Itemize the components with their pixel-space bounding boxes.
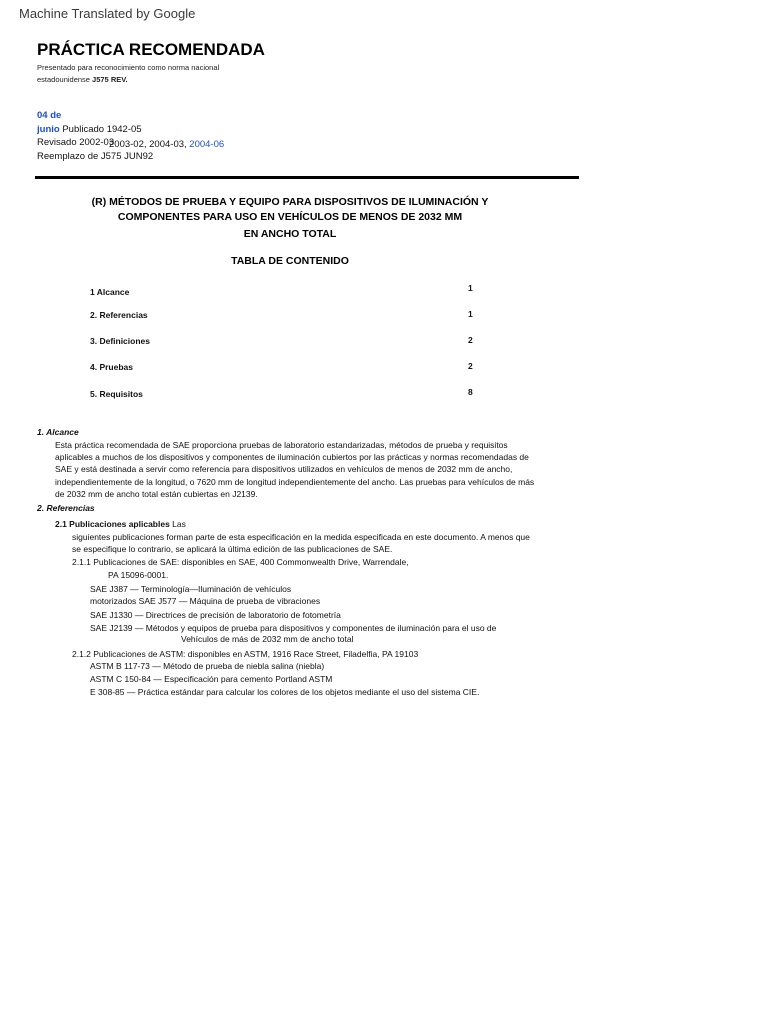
toc-item-page[interactable]: 1 — [468, 283, 473, 293]
published-date: Publicado 1942-05 — [59, 124, 142, 135]
reference-item: ASTM B 117-73 — Método de prueba de niebla salina (niebla) — [90, 661, 325, 671]
date-month: junio — [37, 124, 60, 135]
body-line: siguientes publicaciones forman parte de esta especificación en la medida especificada en este documento. A menos que — [72, 532, 530, 542]
revised-line: Revisado 2002-03 — [37, 137, 115, 148]
reference-item: ASTM C 150-84 — Especificación para cemento Portland ASTM — [90, 674, 333, 684]
toc-item-label[interactable]: 4. Pruebas — [90, 362, 133, 372]
presented-prefix: estadounidense — [37, 75, 93, 84]
subsection-2-1-body — [72, 531, 530, 555]
machine-translated-banner: Machine Translated by Google — [19, 6, 196, 21]
standard-code: J575 REV. — [92, 75, 128, 84]
toc-item-page[interactable]: 1 — [468, 309, 473, 319]
section-2-heading: 2. Referencias — [37, 503, 95, 513]
body-line: aplicables a muchos de los dispositivos y componentes de iluminación cubiertos por las prácticas y normas recomendadas de — [55, 452, 529, 463]
revised-more: 2003-02, 2004-03, — [109, 139, 190, 150]
main-title-line-2: COMPONENTES PARA USO EN VEHÍCULOS DE MENOS DE 2032 MM — [117, 211, 463, 223]
reference-item-continued: Vehículos de más de 2032 mm de ancho total — [181, 634, 354, 644]
revised-latest: 2004-06 — [189, 139, 225, 150]
sae-publications-line: 2.1.1 Publicaciones de SAE: disponibles en SAE, 400 Commonwealth Drive, Warrendale, — [72, 557, 409, 567]
toc-heading: TABLA DE CONTENIDO — [231, 255, 349, 267]
date-day: 04 de — [37, 110, 62, 121]
section-1-body — [55, 439, 534, 500]
presented-line-1: Presentado para reconocimiento como norma nacional — [37, 63, 220, 72]
astm-publications-line: 2.1.2 Publicaciones de ASTM: disponibles en ASTM, 1916 Race Street, Filadelfia, PA 19103 — [72, 649, 419, 659]
header-divider — [35, 176, 579, 179]
body-line: Esta práctica recomendada de SAE proporciona pruebas de laboratorio estandarizadas, métodos de prueba y requisitos — [55, 440, 508, 450]
toc-item-label[interactable]: 2. Referencias — [90, 310, 148, 320]
reference-item: SAE J387 — Terminología—Iluminación de vehículos — [90, 584, 292, 594]
toc-item-page[interactable]: 2 — [468, 361, 473, 371]
reference-item: SAE J1330 — Directrices de precisión de laboratorio de fotometría — [90, 610, 341, 620]
subsection-title-tail: Las — [169, 519, 186, 529]
toc-item-label[interactable]: 3. Definiciones — [90, 336, 150, 346]
section-1-heading: 1. Alcance — [37, 427, 79, 437]
presented-line-2 — [37, 75, 128, 84]
superseding-line: Reemplazo de J575 JUN92 — [37, 151, 154, 162]
revised-dates — [109, 139, 224, 150]
main-title-line-1: (R) MÉTODOS DE PRUEBA Y EQUIPO PARA DISPOSITIVOS DE ILUMINACIÓN Y — [91, 196, 489, 208]
main-title-line-3: EN ANCHO TOTAL — [243, 228, 337, 240]
toc-item-page[interactable]: 2 — [468, 335, 473, 345]
subsection-2-1-heading — [55, 519, 186, 529]
toc-item-label[interactable]: 5. Requisitos — [90, 389, 143, 399]
toc-item-page[interactable]: 8 — [468, 387, 473, 397]
reference-item: SAE J2139 — Métodos y equipos de prueba para dispositivos y componentes de iluminación para el uso de — [90, 623, 497, 633]
reference-item: motorizados SAE J577 — Máquina de prueba de vibraciones — [90, 596, 321, 606]
sae-address-line: PA 15096-0001. — [108, 570, 169, 580]
document-type-title: PRÁCTICA RECOMENDADA — [37, 40, 265, 59]
subsection-title: 2.1 Publicaciones aplicables — [55, 519, 170, 529]
published-line — [37, 124, 142, 135]
reference-item: E 308-85 — Práctica estándar para calcular los colores de los objetos mediante el uso del sistema CIE. — [90, 687, 480, 697]
body-line: independientemente de la longitud, o 7620 mm de longitud independientemente del ancho. Las pruebas para vehículos de más — [55, 476, 535, 487]
body-line: se especifique lo contrario, se aplicará la última edición de las publicaciones de SAE. — [72, 544, 393, 555]
body-line: SAE y está destinada a servir como referencia para dispositivos utilizados en vehículos de menos de 2032 mm de ancho, — [55, 464, 513, 475]
body-line: de 2032 mm de ancho total están cubiertas en J2139. — [55, 488, 258, 499]
toc-item-label[interactable]: 1 Alcance — [90, 287, 130, 297]
